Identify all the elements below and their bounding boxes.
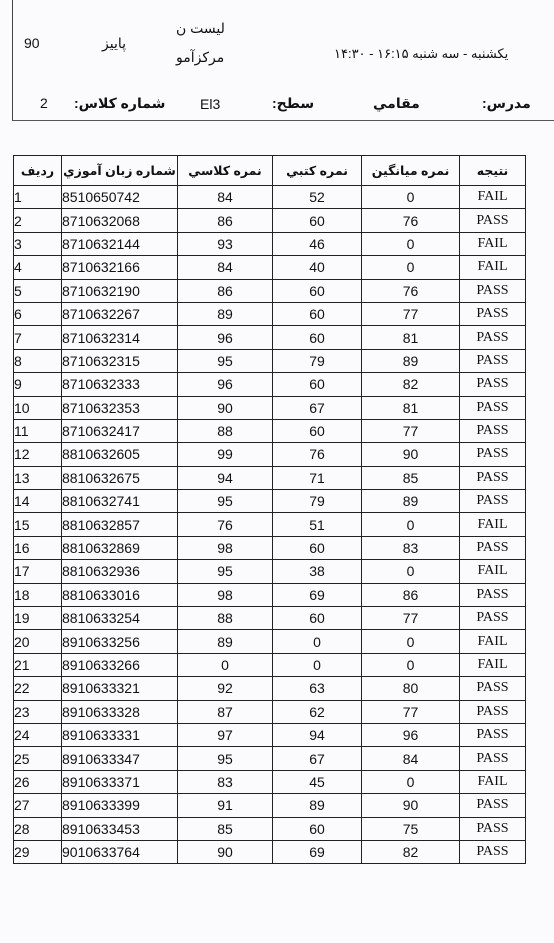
cell-student-id: 8810632869 — [62, 536, 178, 559]
cell-result: FAIL — [460, 630, 526, 653]
cell-class-score: 0 — [178, 653, 273, 676]
cell-class-score: 92 — [178, 677, 273, 700]
table-row — [14, 373, 526, 396]
cell-student-id: 8810632675 — [62, 466, 178, 489]
cell-row-number: 15 — [14, 513, 62, 536]
col-header-average: نمره ميانگين — [362, 156, 460, 186]
cell-class-score: 89 — [178, 302, 273, 325]
cell-class-score: 76 — [178, 513, 273, 536]
table-row — [14, 513, 526, 536]
table-row — [14, 607, 526, 630]
cell-average: 90 — [362, 443, 460, 466]
cell-result: FAIL — [460, 513, 526, 536]
header-box-edge — [12, 0, 13, 120]
teacher-label: مدرس: — [482, 95, 531, 111]
header-divider — [12, 120, 554, 121]
cell-row-number: 18 — [14, 583, 62, 606]
cell-row-number: 29 — [14, 840, 62, 863]
cell-result: FAIL — [460, 653, 526, 676]
cell-written-score: 60 — [273, 536, 362, 559]
cell-written-score: 71 — [273, 466, 362, 489]
cell-row-number: 3 — [14, 232, 62, 255]
cell-class-score: 96 — [178, 326, 273, 349]
table-row — [14, 232, 526, 255]
cell-average: 76 — [362, 279, 460, 302]
cell-average: 0 — [362, 256, 460, 279]
cell-row-number: 4 — [14, 256, 62, 279]
cell-average: 77 — [362, 607, 460, 630]
cell-average: 0 — [362, 653, 460, 676]
table-row — [14, 653, 526, 676]
cell-class-score: 87 — [178, 700, 273, 723]
table-row — [14, 677, 526, 700]
cell-student-id: 8710632068 — [62, 209, 178, 232]
teacher-name: مقامي — [373, 95, 420, 111]
cell-class-score: 89 — [178, 630, 273, 653]
cell-class-score: 98 — [178, 536, 273, 559]
cell-row-number: 13 — [14, 466, 62, 489]
cell-class-score: 99 — [178, 443, 273, 466]
cell-student-id: 8910633453 — [62, 817, 178, 840]
cell-student-id: 8710632144 — [62, 232, 178, 255]
cell-student-id: 8910633399 — [62, 794, 178, 817]
cell-result: PASS — [460, 396, 526, 419]
cell-student-id: 8910633321 — [62, 677, 178, 700]
cell-class-score: 85 — [178, 817, 273, 840]
cell-average: 75 — [362, 817, 460, 840]
col-header-written-score: نمره كتبي — [273, 156, 362, 186]
cell-result: PASS — [460, 840, 526, 863]
cell-result: FAIL — [460, 186, 526, 209]
cell-result: PASS — [460, 700, 526, 723]
cell-written-score: 94 — [273, 723, 362, 746]
cell-average: 77 — [362, 302, 460, 325]
cell-result: PASS — [460, 302, 526, 325]
cell-class-score: 95 — [178, 349, 273, 372]
cell-student-id: 8710632417 — [62, 419, 178, 442]
cell-class-score: 94 — [178, 466, 273, 489]
cell-written-score: 60 — [273, 279, 362, 302]
table-row — [14, 817, 526, 840]
cell-row-number: 9 — [14, 373, 62, 396]
cell-average: 80 — [362, 677, 460, 700]
cell-student-id: 8810632857 — [62, 513, 178, 536]
table-row — [14, 443, 526, 466]
center-name: مرکزآمو — [176, 49, 225, 65]
cell-result: PASS — [460, 747, 526, 770]
cell-average: 0 — [362, 513, 460, 536]
cell-average: 83 — [362, 536, 460, 559]
table-row — [14, 560, 526, 583]
cell-row-number: 6 — [14, 302, 62, 325]
class-schedule: یکشنبه - سه شنبه ۱۶:۱۵ - ۱۴:۳۰ — [334, 46, 509, 61]
cell-result: FAIL — [460, 560, 526, 583]
table-header-row — [14, 156, 526, 186]
cell-row-number: 27 — [14, 794, 62, 817]
cell-result: PASS — [460, 583, 526, 606]
cell-row-number: 28 — [14, 817, 62, 840]
table-row — [14, 419, 526, 442]
cell-class-score: 90 — [178, 396, 273, 419]
table-row — [14, 186, 526, 209]
cell-student-id: 8810632605 — [62, 443, 178, 466]
cell-student-id: 8910633371 — [62, 770, 178, 793]
cell-class-score: 98 — [178, 583, 273, 606]
cell-row-number: 19 — [14, 607, 62, 630]
cell-student-id: 8910633331 — [62, 723, 178, 746]
table-row — [14, 723, 526, 746]
cell-student-id: 9010633764 — [62, 840, 178, 863]
cell-result: PASS — [460, 326, 526, 349]
table-row — [14, 466, 526, 489]
cell-row-number: 25 — [14, 747, 62, 770]
cell-student-id: 8710632166 — [62, 256, 178, 279]
cell-written-score: 67 — [273, 747, 362, 770]
cell-written-score: 60 — [273, 373, 362, 396]
cell-row-number: 17 — [14, 560, 62, 583]
cell-result: PASS — [460, 490, 526, 513]
cell-average: 0 — [362, 232, 460, 255]
cell-result: PASS — [460, 349, 526, 372]
grades-table — [13, 155, 526, 864]
cell-class-score: 86 — [178, 209, 273, 232]
cell-result: PASS — [460, 419, 526, 442]
cell-class-score: 86 — [178, 279, 273, 302]
cell-student-id: 8810632741 — [62, 490, 178, 513]
cell-row-number: 24 — [14, 723, 62, 746]
cell-row-number: 12 — [14, 443, 62, 466]
cell-row-number: 23 — [14, 700, 62, 723]
cell-written-score: 52 — [273, 186, 362, 209]
cell-row-number: 10 — [14, 396, 62, 419]
table-row — [14, 326, 526, 349]
cell-written-score: 69 — [273, 583, 362, 606]
cell-class-score: 97 — [178, 723, 273, 746]
cell-result: PASS — [460, 466, 526, 489]
table-row — [14, 349, 526, 372]
cell-written-score: 62 — [273, 700, 362, 723]
cell-written-score: 60 — [273, 209, 362, 232]
cell-class-score: 84 — [178, 186, 273, 209]
cell-row-number: 7 — [14, 326, 62, 349]
table-row — [14, 747, 526, 770]
cell-student-id: 8910633266 — [62, 653, 178, 676]
cell-average: 77 — [362, 419, 460, 442]
list-title: لیست ن — [176, 20, 225, 36]
table-row — [14, 256, 526, 279]
cell-average: 84 — [362, 747, 460, 770]
cell-average: 0 — [362, 770, 460, 793]
cell-written-score: 76 — [273, 443, 362, 466]
cell-result: FAIL — [460, 232, 526, 255]
cell-row-number: 8 — [14, 349, 62, 372]
table-row — [14, 700, 526, 723]
cell-class-score: 84 — [178, 256, 273, 279]
table-row — [14, 536, 526, 559]
cell-class-score: 95 — [178, 490, 273, 513]
cell-result: PASS — [460, 607, 526, 630]
cell-class-score: 90 — [178, 840, 273, 863]
term-name: پاییز — [102, 35, 127, 51]
class-number-value: 2 — [40, 95, 48, 111]
table-row — [14, 396, 526, 419]
cell-average: 82 — [362, 840, 460, 863]
cell-student-id: 8810633254 — [62, 607, 178, 630]
cell-student-id: 8810633016 — [62, 583, 178, 606]
level-label: سطح: — [272, 95, 315, 111]
cell-written-score: 79 — [273, 349, 362, 372]
cell-student-id: 8910633328 — [62, 700, 178, 723]
cell-row-number: 26 — [14, 770, 62, 793]
table-row — [14, 209, 526, 232]
cell-result: FAIL — [460, 256, 526, 279]
cell-row-number: 11 — [14, 419, 62, 442]
table-row — [14, 630, 526, 653]
cell-result: PASS — [460, 443, 526, 466]
col-header-student-id: شماره زبان آموزي — [62, 156, 178, 186]
cell-student-id: 8710632333 — [62, 373, 178, 396]
cell-written-score: 51 — [273, 513, 362, 536]
cell-student-id: 8810632936 — [62, 560, 178, 583]
cell-written-score: 60 — [273, 419, 362, 442]
cell-row-number: 22 — [14, 677, 62, 700]
cell-result: PASS — [460, 536, 526, 559]
class-number-label: شماره کلاس: — [74, 95, 166, 111]
cell-written-score: 79 — [273, 490, 362, 513]
cell-class-score: 88 — [178, 419, 273, 442]
cell-class-score: 83 — [178, 770, 273, 793]
cell-average: 0 — [362, 186, 460, 209]
cell-average: 96 — [362, 723, 460, 746]
cell-average: 0 — [362, 630, 460, 653]
cell-student-id: 8710632353 — [62, 396, 178, 419]
cell-row-number: 14 — [14, 490, 62, 513]
cell-row-number: 20 — [14, 630, 62, 653]
cell-average: 0 — [362, 560, 460, 583]
cell-result: PASS — [460, 723, 526, 746]
cell-result: PASS — [460, 817, 526, 840]
table-row — [14, 794, 526, 817]
cell-row-number: 2 — [14, 209, 62, 232]
cell-written-score: 60 — [273, 302, 362, 325]
table-row — [14, 770, 526, 793]
cell-average: 85 — [362, 466, 460, 489]
cell-student-id: 8910633347 — [62, 747, 178, 770]
col-header-class-score: نمره كلاسي — [178, 156, 273, 186]
cell-written-score: 63 — [273, 677, 362, 700]
cell-written-score: 69 — [273, 840, 362, 863]
cell-written-score: 46 — [273, 232, 362, 255]
cell-average: 81 — [362, 326, 460, 349]
cell-class-score: 88 — [178, 607, 273, 630]
cell-result: PASS — [460, 677, 526, 700]
cell-row-number: 21 — [14, 653, 62, 676]
table-row — [14, 840, 526, 863]
col-header-row: رديف — [14, 156, 62, 186]
cell-written-score: 0 — [273, 653, 362, 676]
cell-written-score: 0 — [273, 630, 362, 653]
cell-student-id: 8710632314 — [62, 326, 178, 349]
table-row — [14, 279, 526, 302]
term-number: 90 — [24, 35, 40, 51]
cell-result: PASS — [460, 373, 526, 396]
cell-average: 82 — [362, 373, 460, 396]
cell-result: FAIL — [460, 770, 526, 793]
cell-written-score: 45 — [273, 770, 362, 793]
cell-result: PASS — [460, 279, 526, 302]
cell-class-score: 95 — [178, 560, 273, 583]
cell-student-id: 8510650742 — [62, 186, 178, 209]
cell-written-score: 67 — [273, 396, 362, 419]
cell-result: PASS — [460, 209, 526, 232]
cell-average: 86 — [362, 583, 460, 606]
cell-written-score: 40 — [273, 256, 362, 279]
cell-average: 81 — [362, 396, 460, 419]
cell-average: 90 — [362, 794, 460, 817]
cell-class-score: 91 — [178, 794, 273, 817]
table-row — [14, 583, 526, 606]
cell-row-number: 16 — [14, 536, 62, 559]
col-header-result: نتيجه — [460, 156, 526, 186]
cell-student-id: 8910633256 — [62, 630, 178, 653]
cell-class-score: 95 — [178, 747, 273, 770]
cell-written-score: 60 — [273, 817, 362, 840]
cell-written-score: 60 — [273, 607, 362, 630]
cell-written-score: 89 — [273, 794, 362, 817]
cell-average: 76 — [362, 209, 460, 232]
cell-written-score: 38 — [273, 560, 362, 583]
cell-average: 77 — [362, 700, 460, 723]
cell-student-id: 8710632267 — [62, 302, 178, 325]
cell-class-score: 93 — [178, 232, 273, 255]
cell-class-score: 96 — [178, 373, 273, 396]
cell-average: 89 — [362, 490, 460, 513]
table-row — [14, 490, 526, 513]
cell-average: 89 — [362, 349, 460, 372]
cell-student-id: 8710632315 — [62, 349, 178, 372]
cell-result: PASS — [460, 794, 526, 817]
level-value: El3 — [200, 96, 221, 112]
cell-student-id: 8710632190 — [62, 279, 178, 302]
table-body — [14, 186, 526, 864]
cell-row-number: 1 — [14, 186, 62, 209]
cell-row-number: 5 — [14, 279, 62, 302]
table-row — [14, 302, 526, 325]
cell-written-score: 60 — [273, 326, 362, 349]
